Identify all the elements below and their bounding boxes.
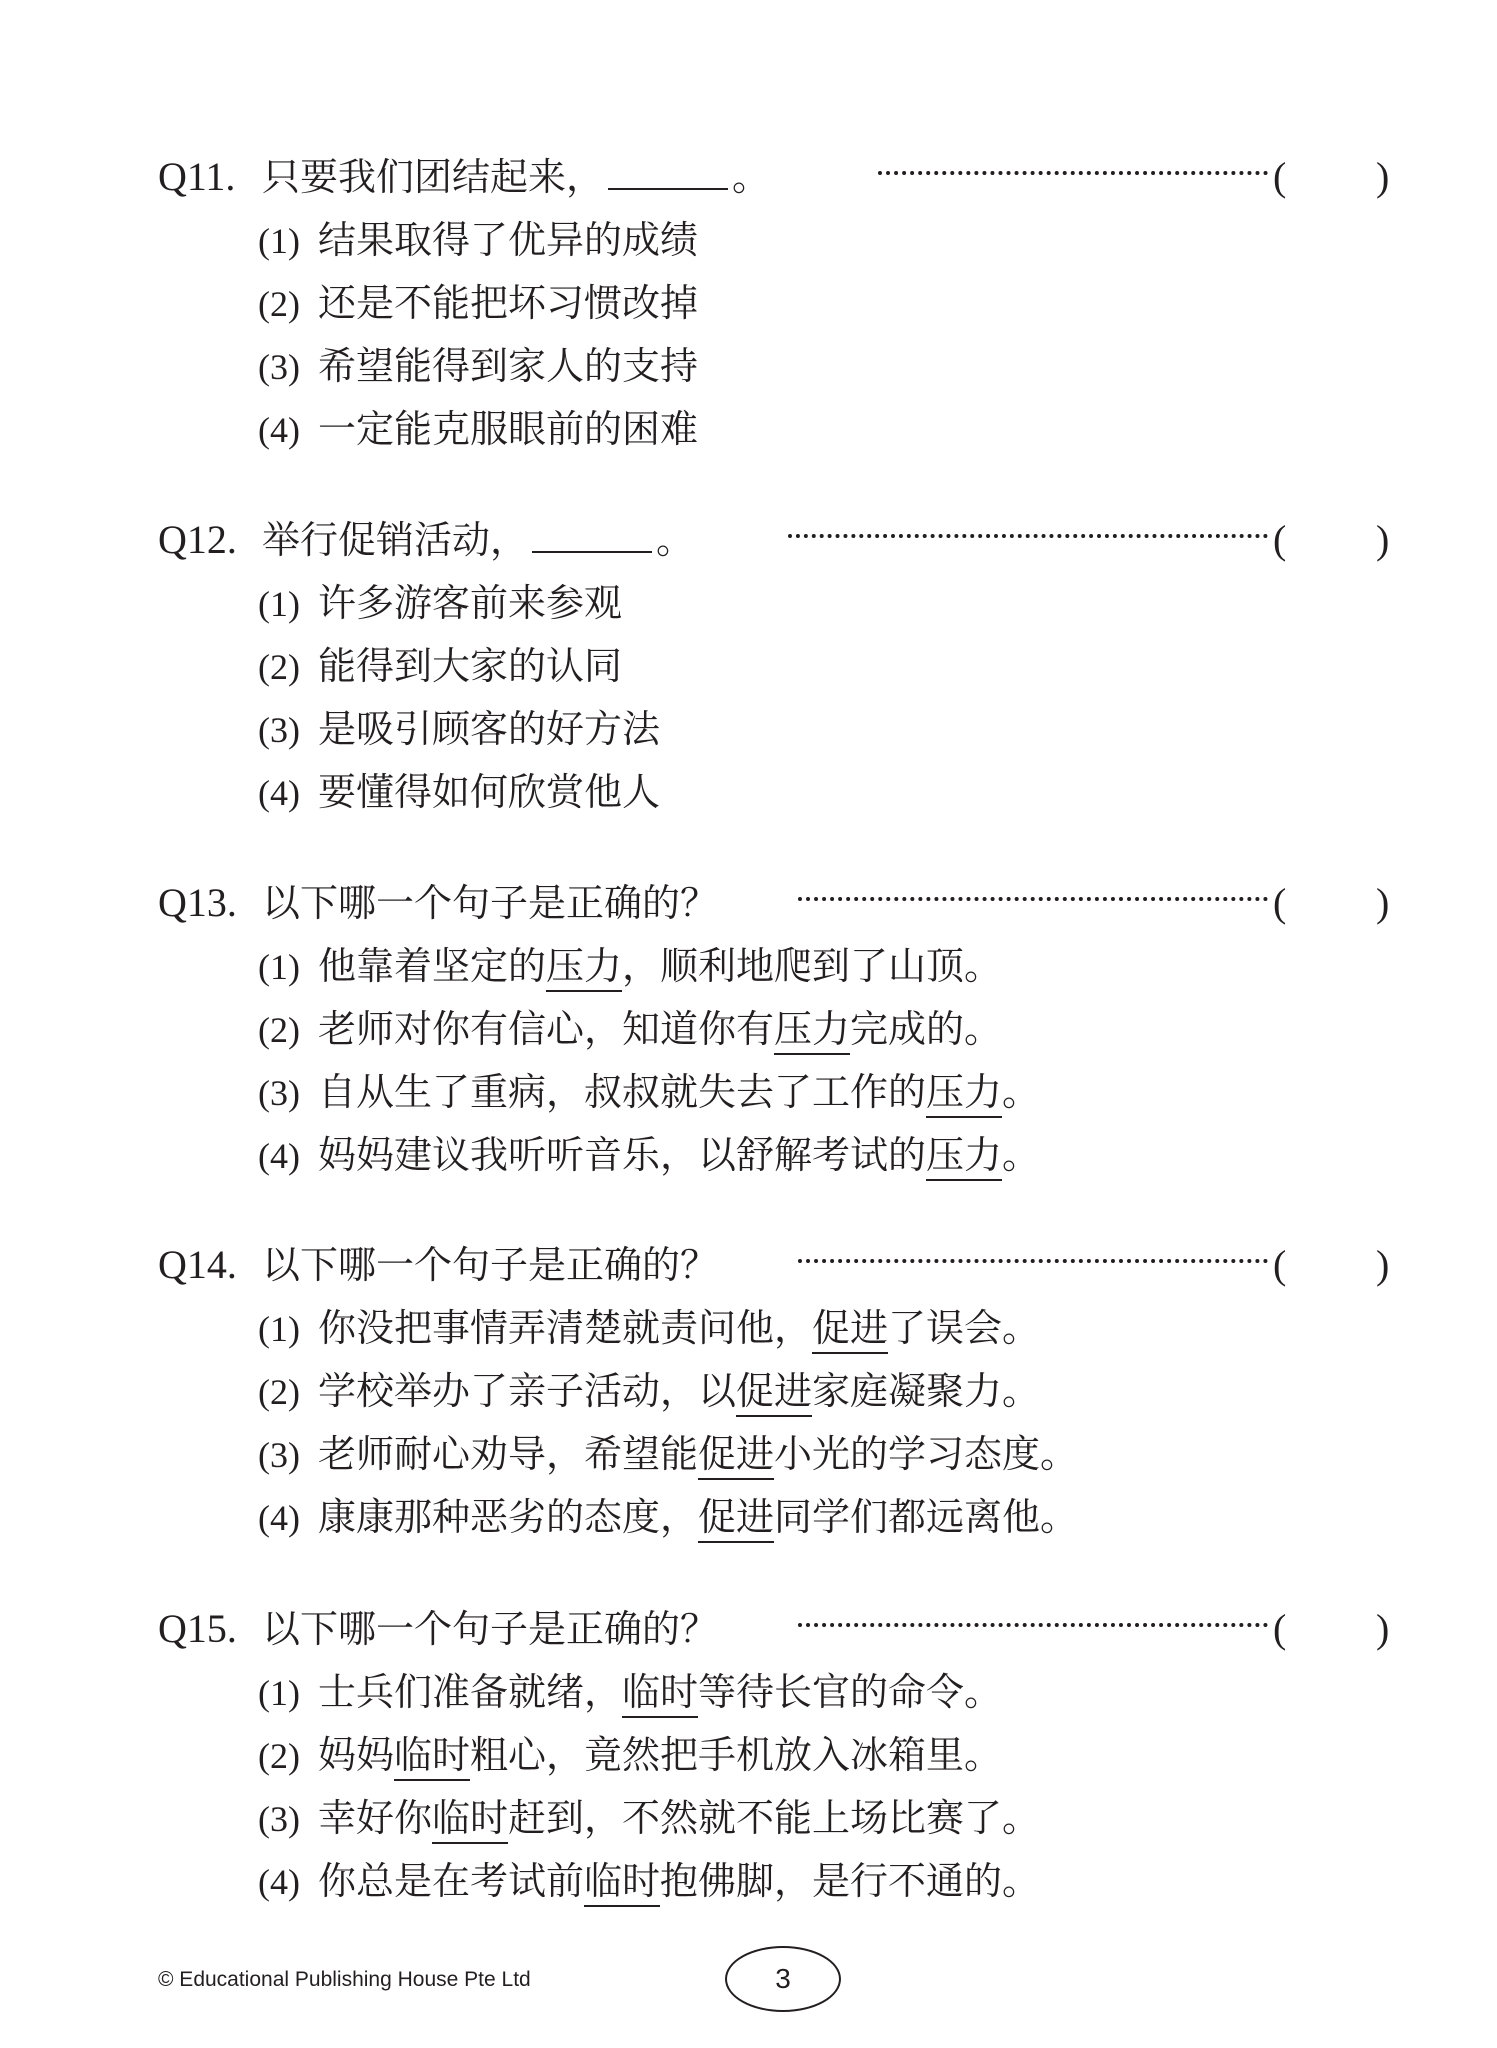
option-item (158, 635, 1398, 698)
option-number: (4) (258, 773, 300, 813)
option-text: 赶到，不然就不能上场比赛了。 (508, 1796, 1041, 1840)
answer-paren-close: ) (1376, 1606, 1390, 1651)
answer-paren-open: ( (1273, 517, 1287, 562)
option-text: 老师耐心劝导，希望能 (317, 1432, 698, 1476)
answer-paren-open: ( (1273, 1242, 1287, 1287)
option-item (158, 998, 1398, 1061)
option-item (158, 1486, 1398, 1549)
underlined-word: 促进 (698, 1495, 774, 1543)
option-item (158, 1360, 1398, 1423)
question-stem: 以下哪一个句子是正确的？ (262, 881, 719, 925)
option-text: 结果取得了优异的成绩 (317, 218, 698, 262)
question-stem: 举行促销活动， (262, 518, 529, 562)
underlined-word: 促进 (736, 1369, 812, 1417)
option-text: 许多游客前来参观 (317, 581, 622, 625)
option-text: 。 (1002, 1070, 1041, 1114)
underlined-word: 压力 (774, 1007, 850, 1055)
option-text: 士兵们准备就绪， (317, 1670, 622, 1714)
option-text: 家庭凝聚力。 (812, 1369, 1041, 1413)
option-number: (2) (258, 1372, 300, 1412)
question-q11 (158, 145, 1398, 461)
answer-paren-open: ( (1273, 154, 1287, 199)
leader-dots (798, 897, 1268, 901)
option-text: 粗心，竟然把手机放入冰箱里。 (470, 1733, 1003, 1777)
option-text: 学校举办了亲子活动，以 (317, 1369, 736, 1413)
question-q15 (158, 1597, 1398, 1913)
question-end: 。 (732, 155, 771, 199)
question-line (158, 145, 1398, 209)
option-text: 你没把事情弄清楚就责问他， (317, 1306, 812, 1350)
question-number: Q12. (158, 517, 237, 562)
option-item (158, 1297, 1398, 1360)
option-item (158, 1124, 1398, 1187)
question-stem: 以下哪一个句子是正确的？ (262, 1607, 719, 1651)
option-text: 老师对你有信心，知道你有 (317, 1007, 774, 1051)
underlined-word: 临时 (622, 1670, 698, 1718)
option-text: 妈妈 (317, 1733, 394, 1777)
option-text: 幸好你 (317, 1796, 432, 1840)
answer-blank (532, 517, 652, 553)
question-number: Q11. (158, 154, 236, 199)
answer-paren-open: ( (1273, 880, 1287, 925)
option-text: 一定能克服眼前的困难 (317, 407, 698, 451)
answer-blank (608, 154, 728, 190)
option-number: (3) (258, 710, 300, 750)
option-number: (1) (258, 584, 300, 624)
option-item (158, 1423, 1398, 1486)
question-line (158, 871, 1398, 935)
option-text: ，顺利地爬到了山顶。 (622, 944, 1003, 988)
option-text: 还是不能把坏习惯改掉 (317, 281, 698, 325)
option-item (158, 1724, 1398, 1787)
option-text: 康康那种恶劣的态度， (317, 1495, 698, 1539)
option-text: 等待长官的命令。 (698, 1670, 1003, 1714)
question-q12 (158, 508, 1398, 824)
option-number: (3) (258, 1073, 300, 1113)
option-number: (2) (258, 1010, 300, 1050)
option-number: (3) (258, 1435, 300, 1475)
question-number: Q14. (158, 1242, 237, 1287)
option-text: 你总是在考试前 (317, 1859, 584, 1903)
option-text: 小光的学习态度。 (774, 1432, 1079, 1476)
option-item (158, 272, 1398, 335)
question-stem: 以下哪一个句子是正确的？ (262, 1243, 719, 1287)
option-item (158, 1787, 1398, 1850)
option-text: 要懂得如何欣赏他人 (317, 770, 660, 814)
answer-paren-open: ( (1273, 1606, 1287, 1651)
option-item (158, 1661, 1398, 1724)
option-number: (4) (258, 1862, 300, 1902)
question-q13 (158, 871, 1398, 1187)
option-item (158, 698, 1398, 761)
underlined-word: 压力 (926, 1133, 1002, 1181)
underlined-word: 促进 (698, 1432, 774, 1480)
page-number: 3 (725, 1946, 841, 2012)
underlined-word: 压力 (926, 1070, 1002, 1118)
underlined-word: 促进 (812, 1306, 888, 1354)
option-text: 希望能得到家人的支持 (317, 344, 698, 388)
answer-paren-close: ) (1376, 880, 1390, 925)
underlined-word: 临时 (432, 1796, 508, 1844)
option-text: 。 (1002, 1133, 1041, 1177)
underlined-word: 临时 (394, 1733, 470, 1781)
question-q14 (158, 1233, 1398, 1549)
option-number: (1) (258, 947, 300, 987)
option-item (158, 335, 1398, 398)
question-line (158, 1233, 1398, 1297)
leader-dots (798, 1259, 1268, 1263)
option-number: (1) (258, 221, 300, 261)
option-text: 完成的。 (850, 1007, 1003, 1051)
question-line (158, 1597, 1398, 1661)
answer-paren-close: ) (1376, 154, 1390, 199)
copyright-text: © Educational Publishing House Pte Ltd (158, 1968, 531, 1991)
option-item (158, 1850, 1398, 1913)
option-number: (1) (258, 1309, 300, 1349)
underlined-word: 临时 (584, 1859, 660, 1907)
leader-dots (788, 534, 1268, 538)
answer-paren-close: ) (1376, 1242, 1390, 1287)
option-item (158, 398, 1398, 461)
option-text: 能得到大家的认同 (317, 644, 622, 688)
option-text: 抱佛脚，是行不通的。 (660, 1859, 1041, 1903)
option-number: (2) (258, 284, 300, 324)
option-text: 同学们都远离他。 (774, 1495, 1079, 1539)
option-number: (2) (258, 1736, 300, 1776)
option-text: 是吸引顾客的好方法 (317, 707, 660, 751)
option-item (158, 761, 1398, 824)
option-number: (4) (258, 1136, 300, 1176)
option-number: (4) (258, 410, 300, 450)
option-number: (1) (258, 1673, 300, 1713)
option-item (158, 1061, 1398, 1124)
underlined-word: 压力 (546, 944, 622, 992)
option-text: 了误会。 (888, 1306, 1041, 1350)
leader-dots (878, 171, 1268, 175)
option-number: (4) (258, 1498, 300, 1538)
option-item (158, 209, 1398, 272)
question-end: 。 (656, 518, 695, 562)
option-item (158, 572, 1398, 635)
question-line (158, 508, 1398, 572)
question-stem: 只要我们团结起来， (262, 155, 605, 199)
option-number: (3) (258, 347, 300, 387)
option-text: 他靠着坚定的 (317, 944, 546, 988)
option-text: 妈妈建议我听听音乐，以舒解考试的 (317, 1133, 926, 1177)
answer-paren-close: ) (1376, 517, 1390, 562)
option-item (158, 935, 1398, 998)
option-text: 自从生了重病，叔叔就失去了工作的 (317, 1070, 926, 1114)
option-number: (2) (258, 647, 300, 687)
question-number: Q15. (158, 1606, 237, 1651)
leader-dots (798, 1623, 1268, 1627)
option-number: (3) (258, 1799, 300, 1839)
question-number: Q13. (158, 880, 237, 925)
